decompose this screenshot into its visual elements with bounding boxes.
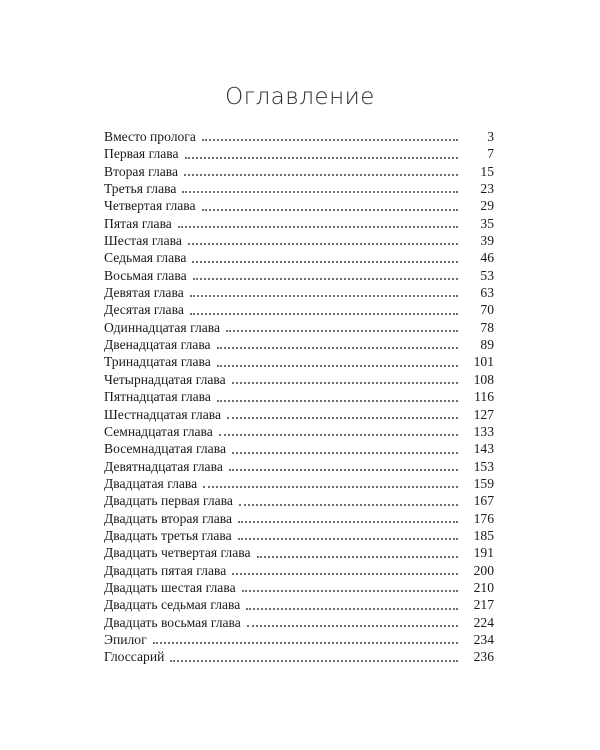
toc-entry <box>104 128 494 145</box>
dot-leader <box>232 451 458 454</box>
toc-entry <box>104 440 494 457</box>
toc-entry <box>104 596 494 613</box>
toc-entry <box>104 562 494 579</box>
toc-entry-label: Четвертая глава <box>104 198 196 214</box>
dot-leader <box>232 572 458 575</box>
toc-entry-page-number: 133 <box>473 423 494 439</box>
dot-leader <box>247 624 458 627</box>
toc-entry-page-number: 224 <box>473 614 494 630</box>
toc-entry <box>104 267 494 284</box>
toc-entry-label: Девятнадцатая глава <box>104 458 223 474</box>
toc-entry-label: Двадцать третья глава <box>104 527 232 543</box>
toc-entry-page-number: 23 <box>480 181 494 197</box>
toc-entry <box>104 631 494 648</box>
dot-leader <box>246 607 458 610</box>
toc-entry-page-number: 210 <box>473 579 494 595</box>
toc-entry <box>104 284 494 301</box>
dot-leader <box>219 433 458 436</box>
toc-entry-label: Пятая глава <box>104 215 172 231</box>
toc-entry <box>104 579 494 596</box>
toc-entry <box>104 180 494 197</box>
toc-entry-page-number: 101 <box>473 354 494 370</box>
toc-entry <box>104 197 494 214</box>
dot-leader <box>185 156 458 159</box>
toc-entry-page-number: 143 <box>473 441 494 457</box>
dot-leader <box>242 589 458 592</box>
dot-leader <box>202 138 458 141</box>
table-of-contents <box>104 128 494 666</box>
toc-entry-page-number: 159 <box>473 475 494 491</box>
toc-entry-page-number: 7 <box>487 146 494 162</box>
toc-entry-page-number: 108 <box>473 371 494 387</box>
toc-entry-page-number: 70 <box>480 302 494 318</box>
dot-leader <box>182 190 458 193</box>
toc-entry-page-number: 46 <box>480 250 494 266</box>
toc-entry-page-number: 234 <box>473 631 494 647</box>
dot-leader <box>238 520 458 523</box>
toc-entry-label: Шестая глава <box>104 233 182 249</box>
toc-entry <box>104 544 494 561</box>
toc-entry-label: Семнадцатая глава <box>104 423 213 439</box>
toc-entry-label: Двадцатая глава <box>104 475 198 491</box>
toc-entry-label: Глоссарий <box>104 649 165 665</box>
toc-entry <box>104 527 494 544</box>
toc-entry <box>104 388 494 405</box>
toc-entry-label: Седьмая глава <box>104 250 187 266</box>
toc-entry-label: Шестнадцатая глава <box>104 406 222 422</box>
toc-entry-page-number: 236 <box>473 649 494 665</box>
toc-entry <box>104 614 494 631</box>
page-title: Оглавление <box>225 84 375 110</box>
toc-entry-page-number: 185 <box>473 527 494 543</box>
toc-entry <box>104 336 494 353</box>
toc-entry-page-number: 200 <box>473 562 494 578</box>
dot-leader <box>229 468 458 471</box>
dot-leader <box>184 173 458 176</box>
toc-entry-label: Двадцать пятая глава <box>104 562 227 578</box>
toc-entry-label: Десятая глава <box>104 302 184 318</box>
toc-entry-label: Тринадцатая глава <box>104 354 211 370</box>
toc-entry <box>104 232 494 249</box>
toc-entry-label: Девятая глава <box>104 285 184 301</box>
toc-entry-page-number: 217 <box>473 597 494 613</box>
dot-leader <box>193 277 458 280</box>
dot-leader <box>238 537 458 540</box>
toc-entry-label: Четырнадцатая глава <box>104 371 226 387</box>
toc-entry <box>104 475 494 492</box>
dot-leader <box>227 416 458 419</box>
toc-entry-label: Двадцать восьмая глава <box>104 614 241 630</box>
dot-leader <box>239 503 458 506</box>
toc-entry <box>104 406 494 423</box>
dot-leader <box>202 208 458 211</box>
toc-entry-label: Двадцать вторая глава <box>104 510 233 526</box>
dot-leader <box>232 381 458 384</box>
dot-leader <box>217 346 458 349</box>
toc-entry <box>104 249 494 266</box>
toc-entry <box>104 648 494 665</box>
dot-leader <box>226 329 458 332</box>
toc-entry-page-number: 167 <box>473 493 494 509</box>
toc-entry <box>104 492 494 509</box>
dot-leader <box>192 260 458 263</box>
toc-entry <box>104 301 494 318</box>
toc-entry-page-number: 35 <box>480 215 494 231</box>
toc-entry-page-number: 116 <box>474 389 494 405</box>
toc-entry <box>104 319 494 336</box>
dot-leader <box>170 659 458 662</box>
dot-leader <box>203 485 458 488</box>
toc-entry-label: Первая глава <box>104 146 179 162</box>
toc-entry <box>104 510 494 527</box>
toc-entry-page-number: 39 <box>480 233 494 249</box>
toc-entry-page-number: 63 <box>480 285 494 301</box>
dot-leader <box>190 312 458 315</box>
toc-entry-label: Восемнадцатая глава <box>104 441 226 457</box>
toc-entry-label: Вместо пролога <box>104 129 196 144</box>
toc-entry <box>104 458 494 475</box>
toc-entry-label: Одиннадцатая глава <box>104 319 221 335</box>
dot-leader <box>188 242 458 245</box>
dot-leader <box>153 641 458 644</box>
toc-entry <box>104 423 494 440</box>
toc-entry-page-number: 176 <box>473 510 494 526</box>
toc-entry-label: Вторая глава <box>104 163 179 179</box>
toc-entry-label: Двадцать шестая глава <box>104 579 236 595</box>
toc-entry-label: Эпилог <box>104 631 147 647</box>
toc-entry-page-number: 29 <box>480 198 494 214</box>
toc-entry-label: Двенадцатая глава <box>104 337 211 353</box>
toc-entry-label: Пятнадцатая глава <box>104 389 211 405</box>
toc-entry-page-number: 153 <box>473 458 494 474</box>
dot-leader <box>190 294 458 297</box>
toc-entry-label: Третья глава <box>104 181 177 197</box>
dot-leader <box>217 399 458 402</box>
toc-entry-page-number: 127 <box>473 406 494 422</box>
toc-entry-page-number: 53 <box>480 267 494 283</box>
toc-entry-page-number: 78 <box>480 319 494 335</box>
toc-entry-label: Двадцать четвертая глава <box>104 545 251 561</box>
toc-entry-page-number: 3 <box>487 129 494 144</box>
toc-entry-page-number: 191 <box>473 545 494 561</box>
toc-entry <box>104 371 494 388</box>
toc-entry <box>104 353 494 370</box>
dot-leader <box>257 555 458 558</box>
toc-entry-page-number: 89 <box>480 337 494 353</box>
toc-entry-label: Двадцать первая глава <box>104 493 233 509</box>
dot-leader <box>217 364 458 367</box>
toc-entry-page-number: 15 <box>480 163 494 179</box>
toc-entry-label: Двадцать седьмая глава <box>104 597 241 613</box>
toc-entry <box>104 215 494 232</box>
toc-entry-label: Восьмая глава <box>104 267 187 283</box>
dot-leader <box>178 225 458 228</box>
toc-entry <box>104 163 494 180</box>
toc-entry <box>104 145 494 162</box>
